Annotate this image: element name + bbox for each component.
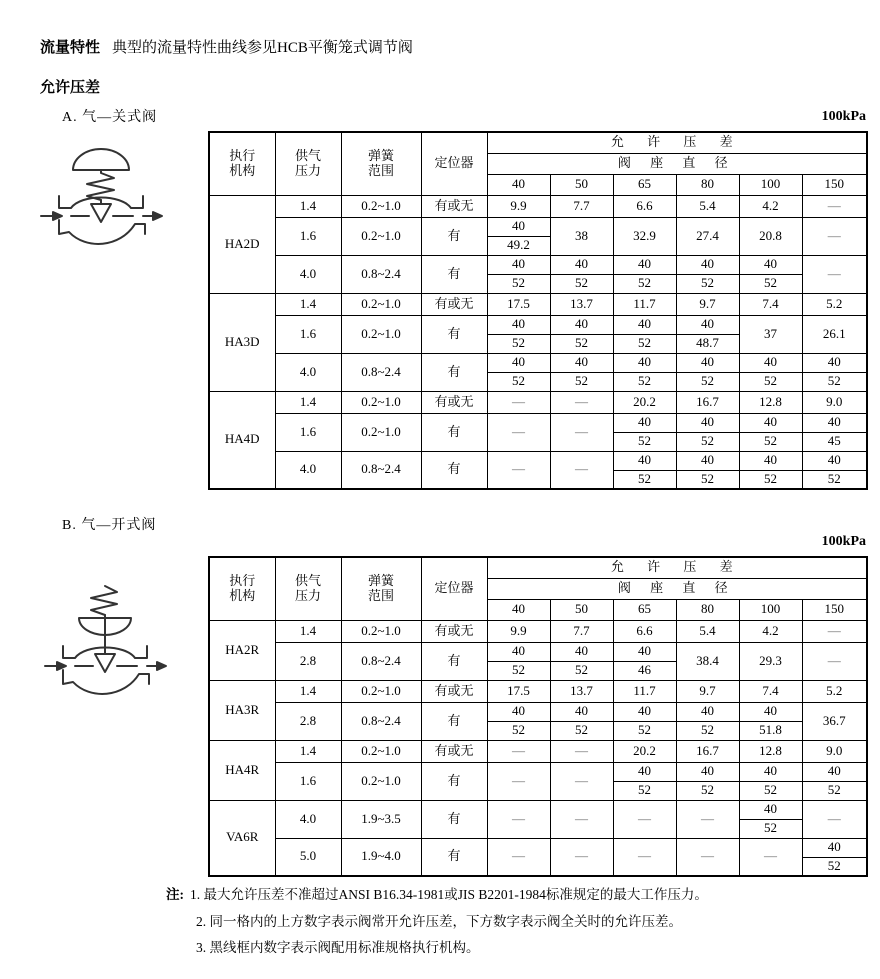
value-cell: 52 (676, 372, 739, 391)
value-cell: 40 (613, 702, 676, 721)
spring-range-cell: 0.2~1.0 (341, 762, 421, 800)
positioner-cell: 有 (421, 762, 487, 800)
value-cell: 52 (739, 274, 802, 293)
value-cell: 52 (739, 372, 802, 391)
value-cell: 40 (676, 451, 739, 470)
note-line-1 (166, 888, 708, 902)
value-cell: 52 (487, 661, 550, 680)
value-cell: 40 (739, 800, 802, 819)
value-cell: 26.1 (802, 315, 867, 353)
value-cell: 52 (550, 334, 613, 353)
value-cell: — (487, 740, 550, 762)
value-cell: 7.7 (550, 195, 613, 217)
value-cell: 20.2 (613, 740, 676, 762)
column-header: 弹簧 范围 (341, 557, 421, 620)
air-to-open-valve-icon (40, 582, 172, 708)
positioner-cell: 有 (421, 217, 487, 255)
value-cell: 52 (550, 274, 613, 293)
value-cell: — (802, 620, 867, 642)
pressure-table-air-to-open (208, 556, 868, 877)
value-cell: — (487, 838, 550, 876)
value-cell: — (676, 800, 739, 838)
value-cell: 16.7 (676, 740, 739, 762)
value-cell: 40 (487, 353, 550, 372)
size-header: 100 (739, 599, 802, 620)
value-cell: 40 (550, 255, 613, 274)
supply-pressure-cell: 4.0 (275, 800, 341, 838)
value-cell: 40 (802, 762, 867, 781)
value-cell: 40 (676, 762, 739, 781)
unit-label-b: 100kPa (821, 534, 866, 549)
value-cell: — (550, 740, 613, 762)
actuator-cell: HA2R (209, 620, 275, 680)
value-cell: 52 (802, 372, 867, 391)
positioner-cell: 有或无 (421, 680, 487, 702)
actuator-cell: HA3D (209, 293, 275, 391)
value-cell: 5.4 (676, 195, 739, 217)
value-cell: 48.7 (676, 334, 739, 353)
value-cell: 40 (802, 838, 867, 857)
value-cell: — (739, 838, 802, 876)
size-header: 40 (487, 174, 550, 195)
positioner-cell: 有或无 (421, 195, 487, 217)
value-cell: 52 (739, 819, 802, 838)
value-cell: 52 (613, 274, 676, 293)
value-cell: 5.2 (802, 680, 867, 702)
value-cell: — (802, 800, 867, 838)
positioner-cell: 有或无 (421, 293, 487, 315)
supply-pressure-cell: 1.4 (275, 195, 341, 217)
actuator-cell: HA3R (209, 680, 275, 740)
value-cell: — (550, 391, 613, 413)
actuator-cell: HA4D (209, 391, 275, 489)
supply-pressure-cell: 1.6 (275, 413, 341, 451)
section-b-label: B. 气—开式阀 (62, 518, 157, 533)
title-description: 典型的流量特性曲线参见HCB平衡笼式调节阀 (112, 40, 413, 56)
value-cell: 40 (802, 413, 867, 432)
value-cell: 40 (613, 353, 676, 372)
size-header: 65 (613, 174, 676, 195)
value-cell: 9.9 (487, 620, 550, 642)
value-cell: 12.8 (739, 740, 802, 762)
value-cell: 40 (487, 217, 550, 236)
value-cell: 52 (613, 432, 676, 451)
value-cell: 40 (739, 353, 802, 372)
pressure-table-air-to-close (208, 131, 868, 490)
value-cell: — (487, 800, 550, 838)
value-cell: 46 (613, 661, 676, 680)
value-cell: 40 (487, 702, 550, 721)
supply-pressure-cell: 1.4 (275, 391, 341, 413)
spring-range-cell: 0.2~1.0 (341, 315, 421, 353)
supply-pressure-cell: 4.0 (275, 451, 341, 489)
value-cell: 52 (802, 470, 867, 489)
value-cell: — (550, 762, 613, 800)
spring-range-cell: 0.2~1.0 (341, 740, 421, 762)
value-cell: 6.6 (613, 620, 676, 642)
note-line-2: 2. 同一格内的上方数字表示阀常开允许压差，下方数字表示阀全关时的允许压差。 (196, 913, 682, 929)
value-cell: 40 (739, 255, 802, 274)
value-cell: 40 (676, 255, 739, 274)
value-cell: 5.4 (676, 620, 739, 642)
value-cell: — (550, 451, 613, 489)
size-header: 150 (802, 174, 867, 195)
value-cell: 16.7 (676, 391, 739, 413)
spring-range-cell: 0.8~2.4 (341, 451, 421, 489)
value-cell: — (487, 413, 550, 451)
spring-range-cell: 0.8~2.4 (341, 353, 421, 391)
positioner-cell: 有 (421, 413, 487, 451)
value-cell: 40 (676, 702, 739, 721)
value-cell: 40 (613, 315, 676, 334)
value-cell: 40 (613, 642, 676, 661)
spring-range-cell: 0.8~2.4 (341, 642, 421, 680)
spring-range-cell: 1.9~3.5 (341, 800, 421, 838)
value-cell: 52 (550, 372, 613, 391)
positioner-cell: 有 (421, 642, 487, 680)
positioner-cell: 有 (421, 255, 487, 293)
value-cell: 40 (613, 451, 676, 470)
value-cell: 40 (676, 353, 739, 372)
column-header: 定位器 (421, 132, 487, 195)
value-cell: 37 (739, 315, 802, 353)
supply-pressure-cell: 1.4 (275, 293, 341, 315)
value-cell: 40 (613, 255, 676, 274)
value-cell: 40 (550, 353, 613, 372)
value-cell: 12.8 (739, 391, 802, 413)
value-cell: 7.4 (739, 680, 802, 702)
value-cell: 40 (739, 413, 802, 432)
value-cell: 40 (487, 642, 550, 661)
value-cell: 5.2 (802, 293, 867, 315)
value-cell: — (802, 195, 867, 217)
positioner-cell: 有或无 (421, 620, 487, 642)
spring-range-cell: 0.2~1.0 (341, 680, 421, 702)
value-cell: 20.8 (739, 217, 802, 255)
value-cell: 52 (676, 721, 739, 740)
supply-pressure-cell: 1.6 (275, 315, 341, 353)
value-cell: 17.5 (487, 680, 550, 702)
column-header: 执行 机构 (209, 132, 275, 195)
value-cell: 4.2 (739, 195, 802, 217)
value-cell: 40 (739, 762, 802, 781)
size-header: 40 (487, 599, 550, 620)
value-cell: 52 (487, 274, 550, 293)
column-header: 供气 压力 (275, 132, 341, 195)
value-cell: 9.7 (676, 293, 739, 315)
column-header: 供气 压力 (275, 557, 341, 620)
value-cell: 20.2 (613, 391, 676, 413)
value-cell: — (550, 800, 613, 838)
value-cell: 40 (739, 702, 802, 721)
value-cell: 29.3 (739, 642, 802, 680)
value-cell: 4.2 (739, 620, 802, 642)
value-cell: 11.7 (613, 680, 676, 702)
value-cell: 40 (487, 315, 550, 334)
value-cell: 40 (487, 255, 550, 274)
value-cell: 52 (676, 432, 739, 451)
value-cell: 52 (739, 432, 802, 451)
section-heading: 允许压差 (40, 80, 101, 96)
size-header: 50 (550, 174, 613, 195)
note-line-3: 3. 黑线框内数字表示阀配用标准规格执行机构。 (196, 940, 480, 955)
value-cell: 52 (802, 857, 867, 876)
value-cell: 52 (802, 781, 867, 800)
notes-block (166, 888, 708, 968)
value-cell: 36.7 (802, 702, 867, 740)
value-cell: 52 (676, 781, 739, 800)
spring-range-cell: 0.2~1.0 (341, 620, 421, 642)
positioner-cell: 有 (421, 800, 487, 838)
spring-range-cell: 0.8~2.4 (341, 255, 421, 293)
supply-pressure-cell: 2.8 (275, 642, 341, 680)
page-title (40, 36, 413, 57)
actuator-cell: HA4R (209, 740, 275, 800)
column-header: 定位器 (421, 557, 487, 620)
spring-range-cell: 0.2~1.0 (341, 217, 421, 255)
value-cell: 38 (550, 217, 613, 255)
spring-range-cell: 0.2~1.0 (341, 391, 421, 413)
positioner-cell: 有 (421, 451, 487, 489)
supply-pressure-cell: 1.4 (275, 680, 341, 702)
supply-pressure-cell: 1.4 (275, 740, 341, 762)
value-cell: 52 (487, 334, 550, 353)
value-cell: 40 (550, 642, 613, 661)
value-cell: 52 (487, 721, 550, 740)
size-header: 80 (676, 174, 739, 195)
value-cell: 52 (739, 470, 802, 489)
value-cell: 6.6 (613, 195, 676, 217)
value-cell: 40 (739, 451, 802, 470)
value-cell: — (550, 413, 613, 451)
actuator-cell: VA6R (209, 800, 275, 876)
supply-pressure-cell: 5.0 (275, 838, 341, 876)
value-cell: 52 (613, 721, 676, 740)
value-cell: 51.8 (739, 721, 802, 740)
value-cell: 13.7 (550, 293, 613, 315)
value-cell: — (487, 391, 550, 413)
value-cell: 45 (802, 432, 867, 451)
value-cell: 40 (802, 353, 867, 372)
value-cell: 17.5 (487, 293, 550, 315)
size-header: 100 (739, 174, 802, 195)
spring-range-cell: 0.2~1.0 (341, 413, 421, 451)
value-cell: 27.4 (676, 217, 739, 255)
value-cell: 40 (613, 413, 676, 432)
size-header: 150 (802, 599, 867, 620)
value-cell: 52 (613, 334, 676, 353)
positioner-cell: 有 (421, 838, 487, 876)
value-cell: — (487, 762, 550, 800)
value-cell: 9.7 (676, 680, 739, 702)
span-header-pressure: 允 许 压 差 (487, 132, 867, 153)
value-cell: 40 (613, 762, 676, 781)
value-cell: 40 (676, 413, 739, 432)
value-cell: 52 (550, 721, 613, 740)
air-to-close-valve-icon (36, 140, 168, 256)
value-cell: 52 (676, 274, 739, 293)
value-cell: 40 (550, 702, 613, 721)
span-header-seat-diameter: 阀 座 直 径 (487, 578, 867, 599)
unit-label-a: 100kPa (821, 109, 866, 124)
value-cell: 52 (676, 470, 739, 489)
positioner-cell: 有 (421, 353, 487, 391)
span-header-pressure: 允 许 压 差 (487, 557, 867, 578)
value-cell: 52 (550, 661, 613, 680)
value-cell: 9.0 (802, 391, 867, 413)
value-cell: 9.9 (487, 195, 550, 217)
size-header: 80 (676, 599, 739, 620)
value-cell: 40 (676, 315, 739, 334)
value-cell: 32.9 (613, 217, 676, 255)
value-cell: 52 (739, 781, 802, 800)
title-keyword: 流量特性 (40, 40, 101, 56)
supply-pressure-cell: 1.4 (275, 620, 341, 642)
note-label: 注: (166, 887, 184, 902)
value-cell: — (613, 838, 676, 876)
value-cell: — (613, 800, 676, 838)
size-header: 50 (550, 599, 613, 620)
value-cell: 7.4 (739, 293, 802, 315)
positioner-cell: 有或无 (421, 740, 487, 762)
positioner-cell: 有或无 (421, 391, 487, 413)
value-cell: — (802, 642, 867, 680)
value-cell: — (802, 255, 867, 293)
value-cell: 9.0 (802, 740, 867, 762)
value-cell: 40 (550, 315, 613, 334)
span-header-seat-diameter: 阀 座 直 径 (487, 153, 867, 174)
value-cell: 52 (487, 372, 550, 391)
actuator-cell: HA2D (209, 195, 275, 293)
value-cell: 52 (613, 781, 676, 800)
value-cell: 38.4 (676, 642, 739, 680)
value-cell: 52 (613, 470, 676, 489)
column-header: 弹簧 范围 (341, 132, 421, 195)
section-a-label: A. 气—关式阀 (62, 110, 158, 125)
value-cell: — (550, 838, 613, 876)
spring-range-cell: 1.9~4.0 (341, 838, 421, 876)
column-header: 执行 机构 (209, 557, 275, 620)
positioner-cell: 有 (421, 702, 487, 740)
spring-range-cell: 0.2~1.0 (341, 293, 421, 315)
value-cell: — (802, 217, 867, 255)
positioner-cell: 有 (421, 315, 487, 353)
value-cell: 52 (613, 372, 676, 391)
value-cell: — (676, 838, 739, 876)
note-text-1: 1. 最大允许压差不准超过ANSI B16.34-1981或JIS B2201-1984标准规定的最大工作压力。 (190, 887, 708, 902)
supply-pressure-cell: 4.0 (275, 353, 341, 391)
value-cell: 49.2 (487, 236, 550, 255)
supply-pressure-cell: 1.6 (275, 217, 341, 255)
supply-pressure-cell: 1.6 (275, 762, 341, 800)
spring-range-cell: 0.2~1.0 (341, 195, 421, 217)
value-cell: 13.7 (550, 680, 613, 702)
supply-pressure-cell: 2.8 (275, 702, 341, 740)
value-cell: — (487, 451, 550, 489)
supply-pressure-cell: 4.0 (275, 255, 341, 293)
value-cell: 40 (802, 451, 867, 470)
spring-range-cell: 0.8~2.4 (341, 702, 421, 740)
value-cell: 11.7 (613, 293, 676, 315)
value-cell: 7.7 (550, 620, 613, 642)
size-header: 65 (613, 599, 676, 620)
